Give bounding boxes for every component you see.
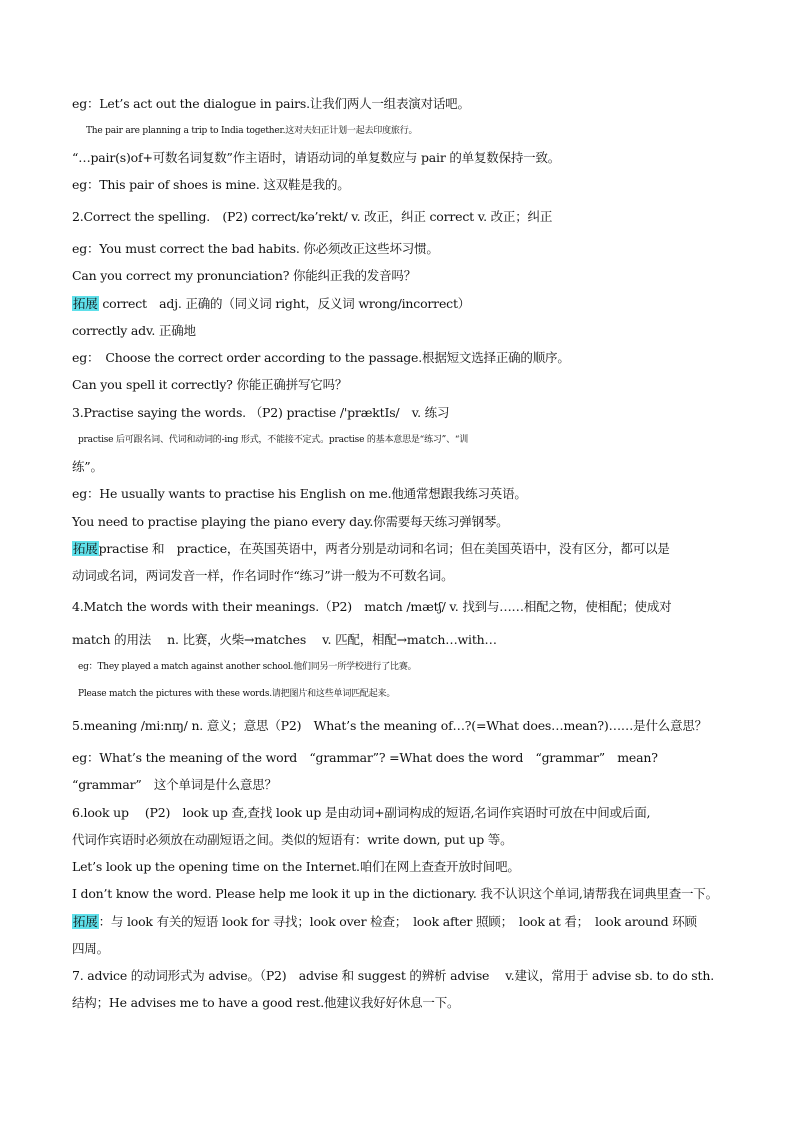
text-line: eg： Choose the correct order according to the passage.根据短文选择正确的顺序。 bbox=[72, 350, 570, 365]
text-line: 四周。 bbox=[72, 941, 109, 956]
section-heading: 6.look up (P2) look up 查,查找 look up 是由动词+副词构成的短语,名词作宾语时可放在中间或后面, bbox=[72, 805, 651, 820]
section-heading: 7. advice 的动词形式为 advise。（P2) advise 和 suggest 的辨析 advise v.建议，常用于 advise sb. to do sth. bbox=[72, 968, 714, 983]
text-line: You need to practise playing the piano every day.你需要每天练习弹钢琴。 bbox=[72, 514, 509, 529]
text-line: The pair are planning a trip to India together.这对夫妇正计划一起去印度旅行。 bbox=[86, 126, 418, 136]
text-line: “grammar” 这个单词是什么意思？ bbox=[72, 777, 277, 792]
text-line: practise 后可跟名词、代词和动词的-ing 形式，不能接不定式。practise 的基本意思是“练习”、“训 bbox=[78, 435, 469, 445]
text-line: eg：This pair of shoes is mine. 这双鞋是我的。 bbox=[72, 177, 350, 192]
extension-tag: 拓展 bbox=[73, 541, 98, 556]
text-line: Please match the pictures with these words.请把图片和这些单词匹配起来。 bbox=[78, 689, 396, 699]
text-line: Let’s look up the opening time on the Internet.咱们在网上查查开放时间吧。 bbox=[72, 859, 520, 874]
text-line: 动词或名词，两词发音一样，作名词时作“练习”讲一般为不可数名词。 bbox=[72, 568, 454, 583]
extension-text: correct adj. 正确的（同义词 right，反义词 wrong/incorrect） bbox=[98, 296, 471, 311]
section-heading: 3.Practise saying the words. （P2) practise /'præktIs/ v. 练习 bbox=[72, 405, 450, 420]
text-line: eg：Let’s act out the dialogue in pairs.让我们两人一组表演对话吧。 bbox=[72, 96, 470, 111]
section-heading: 4.Match the words with their meanings.（P2) match /mætʃ/ v. 找到与……相配之物，使相配；使成对 bbox=[72, 599, 672, 614]
text-line: 代词作宾语时必须放在动副短语之间。类似的短语有：write down, put up 等。 bbox=[72, 832, 513, 847]
text-line: eg：What’s the meaning of the word “grammar”? =What does the word “grammar” mean? bbox=[72, 750, 658, 765]
text-line: 结构；He advises me to have a good rest.他建议我好好休息一下。 bbox=[72, 995, 460, 1010]
text-line bbox=[72, 914, 732, 930]
section-heading: 5.meaning /mi:nɪŋ/ n. 意义；意思（P2) What’s the meaning of…?(=What does…mean?)……是什么意思？ bbox=[72, 718, 707, 733]
extension-tag: 拓展 bbox=[73, 914, 98, 929]
text-line: eg：He usually wants to practise his English on me.他通常想跟我练习英语。 bbox=[72, 486, 527, 501]
text-line: correctly adv. 正确地 bbox=[72, 323, 196, 338]
text-line: Can you correct my pronunciation? 你能纠正我的发音吗？ bbox=[72, 268, 416, 283]
text-line: eg：You must correct the bad habits. 你必须改正这些坏习惯。 bbox=[72, 241, 439, 256]
text-line: Can you spell it correctly? 你能正确拼写它吗？ bbox=[72, 377, 348, 392]
extension-text: practise 和 practice，在英国英语中，两者分别是动词和名词；但在美国英语中，没有区分，都可以是 bbox=[98, 541, 670, 556]
section-heading: 2.Correct the spelling. (P2) correct/kə’rekt/ v. 改正，纠正 correct v. 改正；纠正 bbox=[72, 209, 553, 224]
text-line bbox=[72, 541, 732, 557]
text-line bbox=[72, 296, 732, 312]
text-line: match 的用法 n. 比赛，火柴→matches v. 匹配，相配→match…with… bbox=[72, 632, 497, 647]
text-line: “…pair(s)of+可数名词复数”作主语时，请语动词的单复数应与 pair 的单复数保持一致。 bbox=[72, 150, 561, 165]
text-line: I don’t know the word. Please help me look it up in the dictionary. 我不认识这个单词,请帮我在词典里查一下。 bbox=[72, 886, 718, 901]
extension-tag: 拓展 bbox=[73, 296, 98, 311]
text-line: eg：They played a match against another school.他们同另一所学校进行了比赛。 bbox=[78, 662, 417, 672]
extension-text: ：与 look 有关的短语 look for 寻找；look over 检查； look after 照顾； look at 看； look around 环顾 bbox=[98, 914, 697, 929]
text-line: 练”。 bbox=[72, 459, 103, 474]
